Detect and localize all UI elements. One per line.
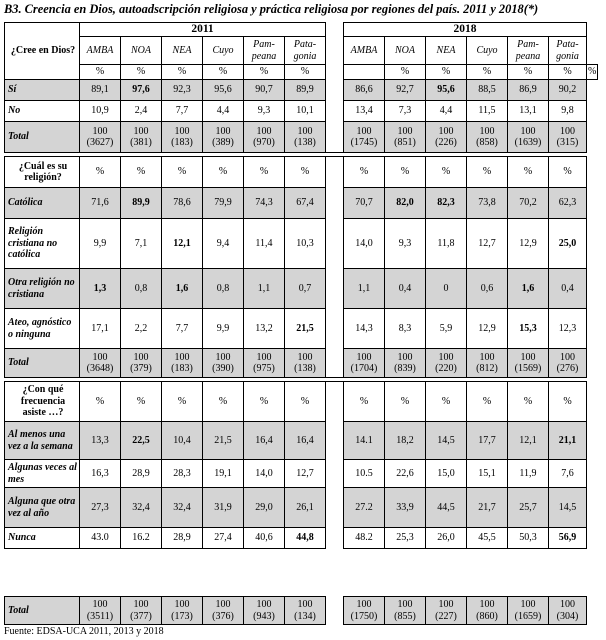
row-label: Religión cristiana no católica: [5, 219, 80, 269]
value-cell: 45,5: [467, 528, 508, 549]
region-patagonia: Pata- gonia: [285, 37, 326, 65]
value-cell: 100 (858): [467, 122, 508, 153]
region-amba: AMBA: [80, 37, 121, 65]
pct-cell: %: [587, 65, 598, 80]
value-cell: 16.2: [121, 528, 162, 549]
value-cell: 56,9: [549, 528, 587, 549]
value-cell: 29,0: [244, 488, 285, 528]
value-cell: 95,6: [203, 80, 244, 101]
value-cell: 100 (315): [549, 122, 587, 153]
value-cell: 0,4: [385, 269, 426, 309]
value-cell: 71,6: [80, 188, 121, 219]
region-patagonia: Pata- gonia: [549, 37, 587, 65]
value-cell: 100 (276): [549, 349, 587, 378]
value-cell: 13,4: [344, 101, 385, 122]
value-cell: 100 (390): [203, 349, 244, 378]
value-cell: 70,7: [344, 188, 385, 219]
source-note: Fuente: EDSA-UCA 2011, 2013 y 2018: [4, 626, 164, 637]
row-label: Total: [5, 122, 80, 153]
value-cell: 100 (1569): [508, 349, 549, 378]
value-cell: 95,6: [426, 80, 467, 101]
value-cell: 4,4: [203, 101, 244, 122]
value-cell: 100 (1704): [344, 349, 385, 378]
row-label: Nunca: [5, 528, 80, 549]
year-2018: 2018: [344, 23, 587, 37]
value-cell: 13,3: [80, 422, 121, 460]
region-nea: NEA: [162, 37, 203, 65]
value-cell: 13,2: [244, 309, 285, 349]
region-pampeana: Pam- peana: [508, 37, 549, 65]
value-cell: 28,3: [162, 460, 203, 488]
value-cell: 16,4: [244, 422, 285, 460]
region-cuyo: Cuyo: [203, 37, 244, 65]
value-cell: 7,7: [162, 309, 203, 349]
value-cell: 14,0: [244, 460, 285, 488]
value-cell: 100 (226): [426, 122, 467, 153]
year-2011: 2011: [80, 23, 326, 37]
row-label: Total: [5, 349, 80, 378]
value-cell: 14,0: [344, 219, 385, 269]
value-cell: 22,5: [121, 422, 162, 460]
value-cell: 12,7: [467, 219, 508, 269]
value-cell: 1,1: [344, 269, 385, 309]
value-cell: 100 (220): [426, 349, 467, 378]
value-cell: 0,8: [121, 269, 162, 309]
pct-row: [5, 65, 598, 80]
value-cell: 31,9: [203, 488, 244, 528]
value-cell: 10,3: [285, 219, 326, 269]
value-cell: 100 (970): [244, 122, 285, 153]
value-cell: 22,6: [385, 460, 426, 488]
value-cell: 21,5: [285, 309, 326, 349]
row-label: Total: [5, 597, 80, 625]
value-cell: 100 (227): [426, 597, 467, 625]
value-cell: 100 (138): [285, 349, 326, 378]
data-table: ¿Cree en Dios? 2011 2018 AMBA NOA NEA Cuyo Pam- peana Pata- gonia AMBA NOA NEA Cuyo Pam- peana Pata- gonia % % % % % % % % % % % % Sí 89,1 97,6 92,3 95,6 90,7 89,9 86,6 92,7 95,6 88,5 86,9 90,2 No 10,9 2,4 7,7 4,4 9,3 10,1 13,4 7,3 4,4 11,5 13,1 9,8 Total 100 (3627) 100 (381) 100 (183) 100 (389) 100 (970) 100 (138) 100 (1745) 100 (851) 100 (226) 100 (858) 100 (1639) 100 (315) ¿Cuál es su religión? % % % % % % % % % % % % Católica 71,6 89,9 78,6 79,9 74,3 67,4 70,7 82,0 82,3 73,8 70,2 62,3 Religión cristiana no católica 9,9 7,1 12,1 9,4 11,4 10,3 14,0 9,3 11,8 12,7 12,9 25,0 Otra religión no cristiana 1,3 0,8 1,6 0,8 1,1 0,7 1,1 0,4 0 0,6 1,6 0,4 Ateo, agnóstico o ninguna 17,1 2,2 7,7 9,9 13,2 21,5 14,3 8,3 5,9 12,9 15,3 12,3 Total 100 (3648) 100 (379) 100 (183) 100 (390) 100 (975) 100 (138) 100 (1704) 100 (839) 100 (220) 100 (812) 100 (1569) 100 (276) ¿Con qué frecuencia asiste …? % % % % % % % % % % % % Al menos una vez a la semana 13,3 22,5 10,4 21,5 16,4 16,4 14.1 18,2 14,5 17,7 12,1 21,1 Algunas veces al mes 16,3 28,9 28,3 19,1 14,0 12,7 10.5 22,6 15,0 15,1 11,9 7,6 Alguna que otra vez al año 27,3 32,4 32,4 31,9 29,0 26,1 27.2 33,9 44,5 21,7 25,7 14,5 Nunca 43.0 16.2 28,9 27,4 40,6 44,8 48.2 25,3 26,0 45,5 50,3 56,9: [4, 22, 598, 549]
table-title: B3. Creencia en Dios, autoadscripción religiosa y práctica religiosa por regiones del país. 2011 y 2018(*): [4, 2, 539, 16]
value-cell: 17,7: [467, 422, 508, 460]
question-cree: ¿Cree en Dios?: [5, 23, 80, 80]
value-cell: 11,5: [467, 101, 508, 122]
value-cell: 14,5: [426, 422, 467, 460]
value-cell: 92,7: [385, 80, 426, 101]
value-cell: 100 (855): [385, 597, 426, 625]
value-cell: 82,0: [385, 188, 426, 219]
value-cell: 8,3: [385, 309, 426, 349]
value-cell: 25,3: [385, 528, 426, 549]
pct-cell: %: [162, 65, 203, 80]
value-cell: 11,9: [508, 460, 549, 488]
value-cell: 7,6: [549, 460, 587, 488]
value-cell: 9,9: [203, 309, 244, 349]
value-cell: 92,3: [162, 80, 203, 101]
value-cell: 9,4: [203, 219, 244, 269]
pct-cell: %: [508, 65, 549, 80]
value-cell: 16,3: [80, 460, 121, 488]
value-cell: 27,3: [80, 488, 121, 528]
value-cell: 86,9: [508, 80, 549, 101]
value-cell: 74,3: [244, 188, 285, 219]
value-cell: 50,3: [508, 528, 549, 549]
row-label: No: [5, 101, 80, 122]
value-cell: 100 (3648): [80, 349, 121, 378]
question-frecuencia: ¿Con qué frecuencia asiste …?: [5, 382, 80, 422]
question-religion: ¿Cuál es su religión?: [5, 157, 80, 188]
value-cell: 10,1: [285, 101, 326, 122]
region-noa: NOA: [121, 37, 162, 65]
value-cell: 44,8: [285, 528, 326, 549]
value-cell: 32,4: [121, 488, 162, 528]
row-label: Ateo, agnóstico o ninguna: [5, 309, 80, 349]
value-cell: 12,1: [162, 219, 203, 269]
region-pampeana: Pam- peana: [244, 37, 285, 65]
pct-cell: %: [385, 65, 426, 80]
value-cell: 16,4: [285, 422, 326, 460]
value-cell: 14.1: [344, 422, 385, 460]
value-cell: 100 (943): [244, 597, 285, 625]
value-cell: 100 (381): [121, 122, 162, 153]
value-cell: 100 (138): [285, 122, 326, 153]
value-cell: 12,3: [549, 309, 587, 349]
value-cell: 28,9: [121, 460, 162, 488]
pct-cell: %: [121, 65, 162, 80]
value-cell: 100 (1659): [508, 597, 549, 625]
row-label: Algunas veces al mes: [5, 460, 80, 488]
pct-cell: %: [244, 65, 285, 80]
value-cell: 15,0: [426, 460, 467, 488]
value-cell: 0,4: [549, 269, 587, 309]
value-cell: 26,1: [285, 488, 326, 528]
row-label: Católica: [5, 188, 80, 219]
region-header-row: [5, 37, 598, 65]
value-cell: 12,7: [285, 460, 326, 488]
value-cell: 11,8: [426, 219, 467, 269]
row-label: Sí: [5, 80, 80, 101]
value-cell: 1,3: [80, 269, 121, 309]
pct-cell: %: [467, 65, 508, 80]
value-cell: 27.2: [344, 488, 385, 528]
value-cell: 40,6: [244, 528, 285, 549]
region-cuyo: Cuyo: [467, 37, 508, 65]
value-cell: 7,7: [162, 101, 203, 122]
value-cell: 44,5: [426, 488, 467, 528]
pct-cell: %: [426, 65, 467, 80]
value-cell: 97,6: [121, 80, 162, 101]
value-cell: 9,3: [244, 101, 285, 122]
row-label: Alguna que otra vez al año: [5, 488, 80, 528]
value-cell: 0: [426, 269, 467, 309]
value-cell: 100 (379): [121, 349, 162, 378]
value-cell: 0,7: [285, 269, 326, 309]
value-cell: 14,3: [344, 309, 385, 349]
value-cell: 100 (173): [162, 597, 203, 625]
region-amba: AMBA: [344, 37, 385, 65]
value-cell: 79,9: [203, 188, 244, 219]
value-cell: 7,1: [121, 219, 162, 269]
value-cell: 100 (851): [385, 122, 426, 153]
value-cell: 100 (812): [467, 349, 508, 378]
value-cell: 1,6: [508, 269, 549, 309]
value-cell: 12,9: [508, 219, 549, 269]
value-cell: 48.2: [344, 528, 385, 549]
value-cell: 18,2: [385, 422, 426, 460]
value-cell: 62,3: [549, 188, 587, 219]
value-cell: 100 (1750): [344, 597, 385, 625]
value-cell: 100 (839): [385, 349, 426, 378]
value-cell: 7,3: [385, 101, 426, 122]
value-cell: 90,2: [549, 80, 587, 101]
value-cell: 90,7: [244, 80, 285, 101]
value-cell: 25,7: [508, 488, 549, 528]
value-cell: 21,5: [203, 422, 244, 460]
value-cell: 2,2: [121, 309, 162, 349]
value-cell: 28,9: [162, 528, 203, 549]
value-cell: 9,3: [385, 219, 426, 269]
value-cell: 100 (376): [203, 597, 244, 625]
value-cell: 12,9: [467, 309, 508, 349]
value-cell: 32,4: [162, 488, 203, 528]
value-cell: 88,5: [467, 80, 508, 101]
value-cell: 100 (377): [121, 597, 162, 625]
value-cell: 5,9: [426, 309, 467, 349]
value-cell: 19,1: [203, 460, 244, 488]
value-cell: 2,4: [121, 101, 162, 122]
value-cell: 0,6: [467, 269, 508, 309]
value-cell: 9,8: [549, 101, 587, 122]
value-cell: 89,9: [121, 188, 162, 219]
value-cell: 73,8: [467, 188, 508, 219]
row-label: Al menos una vez a la semana: [5, 422, 80, 460]
value-cell: 89,1: [80, 80, 121, 101]
value-cell: 1,6: [162, 269, 203, 309]
value-cell: 13,1: [508, 101, 549, 122]
value-cell: 100 (860): [467, 597, 508, 625]
value-cell: 21,1: [549, 422, 587, 460]
value-cell: 4,4: [426, 101, 467, 122]
pct-cell: %: [80, 65, 121, 80]
value-cell: 67,4: [285, 188, 326, 219]
value-cell: 70,2: [508, 188, 549, 219]
value-cell: 100 (183): [162, 122, 203, 153]
value-cell: 100 (183): [162, 349, 203, 378]
value-cell: 12,1: [508, 422, 549, 460]
total-table: [4, 596, 587, 625]
value-cell: 10,9: [80, 101, 121, 122]
value-cell: 9,9: [80, 219, 121, 269]
value-cell: 100 (975): [244, 349, 285, 378]
value-cell: 43.0: [80, 528, 121, 549]
value-cell: 78,6: [162, 188, 203, 219]
value-cell: 15,3: [508, 309, 549, 349]
value-cell: 100 (304): [549, 597, 587, 625]
value-cell: 100 (3511): [80, 597, 121, 625]
region-noa: NOA: [385, 37, 426, 65]
value-cell: 1,1: [244, 269, 285, 309]
pct-cell: %: [285, 65, 326, 80]
value-cell: 100 (134): [285, 597, 326, 625]
value-cell: 25,0: [549, 219, 587, 269]
pct-cell: %: [549, 65, 587, 80]
value-cell: 14,5: [549, 488, 587, 528]
value-cell: 0,8: [203, 269, 244, 309]
value-cell: 100 (389): [203, 122, 244, 153]
value-cell: 33,9: [385, 488, 426, 528]
value-cell: 26,0: [426, 528, 467, 549]
pct-cell: %: [203, 65, 244, 80]
value-cell: 10,4: [162, 422, 203, 460]
value-cell: 15,1: [467, 460, 508, 488]
value-cell: 100 (3627): [80, 122, 121, 153]
region-nea: NEA: [426, 37, 467, 65]
row-label: Otra religión no cristiana: [5, 269, 80, 309]
value-cell: 17,1: [80, 309, 121, 349]
value-cell: 11,4: [244, 219, 285, 269]
value-cell: 10.5: [344, 460, 385, 488]
value-cell: 27,4: [203, 528, 244, 549]
value-cell: 21,7: [467, 488, 508, 528]
value-cell: 86,6: [344, 80, 385, 101]
value-cell: 100 (1639): [508, 122, 549, 153]
value-cell: 100 (1745): [344, 122, 385, 153]
value-cell: 82,3: [426, 188, 467, 219]
value-cell: 89,9: [285, 80, 326, 101]
